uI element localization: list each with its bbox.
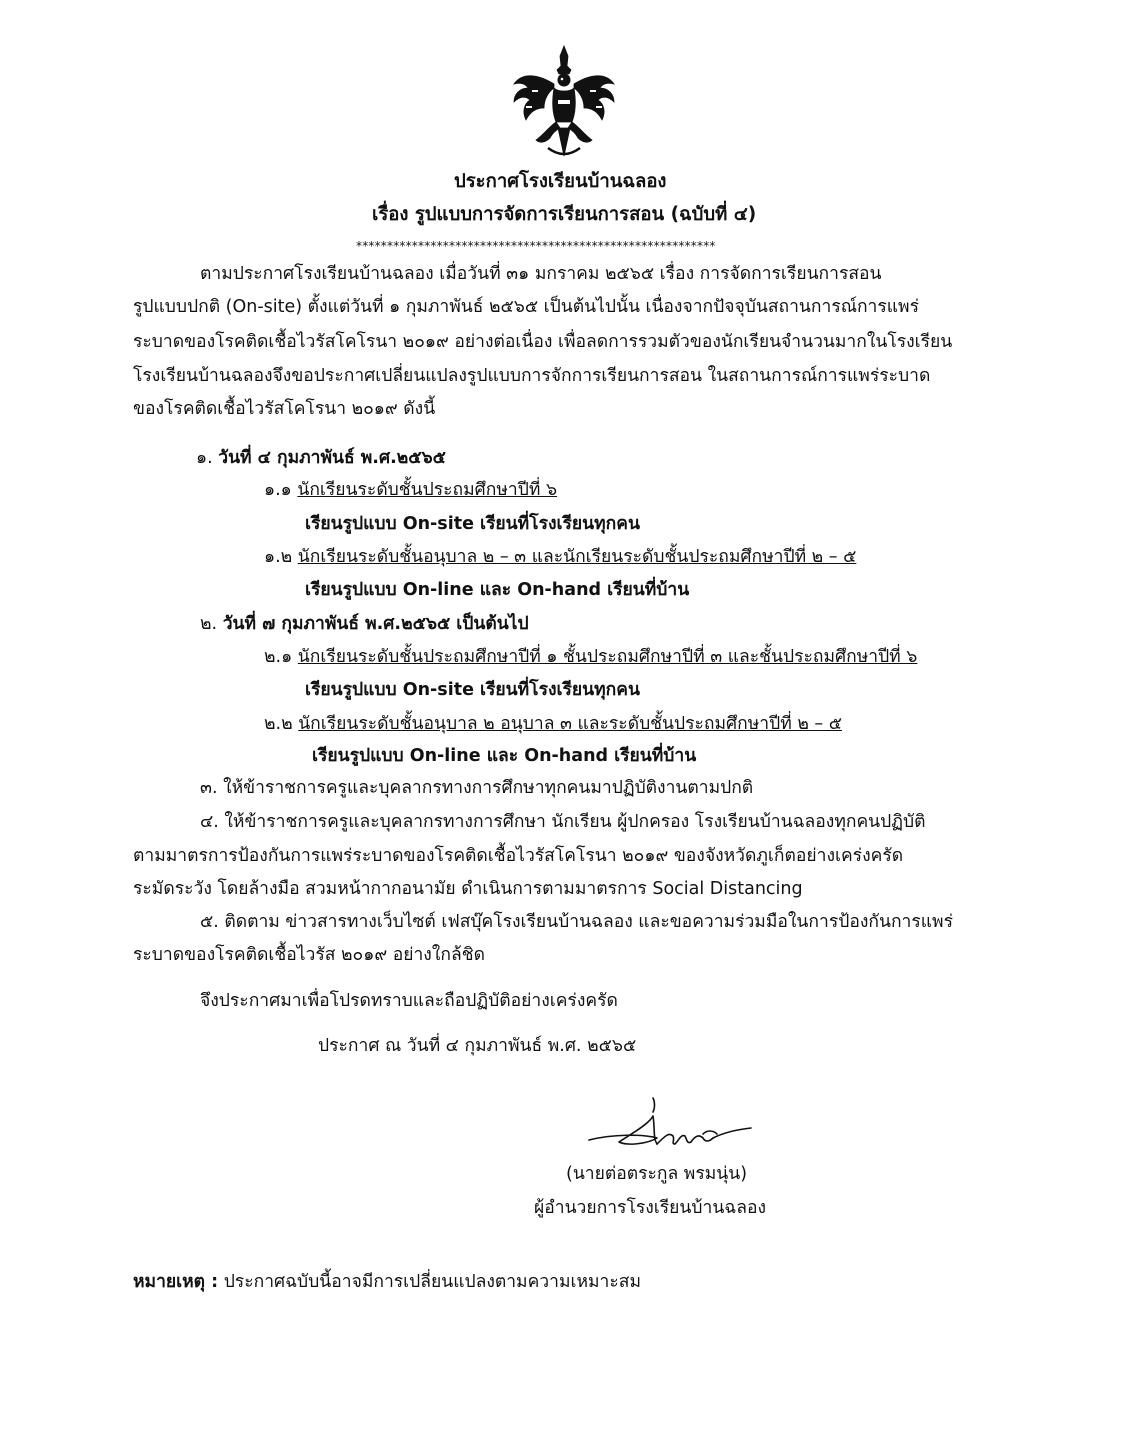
item1-sub1-mode: เรียนรูปแบบ On-site เรียนที่โรงเรียนทุกคน	[305, 514, 640, 534]
item2-date: วันที่ ๗ กุมภาพันธ์ พ.ศ.๒๕๖๕ เป็นต้นไป	[222, 614, 529, 634]
document-subject: เรื่อง รูปแบบการจัดการเรียนการสอน (ฉบับที่ ๔)	[372, 204, 757, 225]
item2-sub1-text: นักเรียนระดับชั้นประถมศึกษาปีที่ ๑ ชั้นประถมศึกษาปีที่ ๓ และชั้นประถมศึกษาปีที่ ๖	[297, 647, 918, 667]
intro-line-5: ของโรคติดเชื้อไวรัสโคโรนา ๒๐๑๙ ดังนี้	[133, 399, 436, 419]
footnote	[133, 1270, 641, 1294]
title-separator: **********************************************************	[356, 239, 716, 253]
closing-text: จึงประกาศมาเพื่อโปรดทราบและถือปฏิบัติอย่างเคร่งครัด	[200, 991, 618, 1011]
document-title: ประกาศโรงเรียนบ้านฉลอง	[454, 171, 667, 192]
item2-sub1	[264, 645, 917, 669]
item2-sub1-mode: เรียนรูปแบบ On-site เรียนที่โรงเรียนทุกคน	[305, 680, 640, 700]
item1-sub2-text: นักเรียนระดับชั้นอนุบาล ๒ – ๓ และนักเรียนระดับชั้นประถมศึกษาปีที่ ๒ – ๕	[297, 547, 857, 567]
item1-sub1-text: นักเรียนระดับชั้นประถมศึกษาปีที่ ๖	[297, 480, 558, 500]
item1-heading	[196, 446, 446, 470]
garuda-emblem-icon	[508, 44, 620, 160]
item1-sub2-mode: เรียนรูปแบบ On-line และ On-hand เรียนที่บ้าน	[305, 580, 690, 600]
item4-line-1: ๔. ให้ข้าราชการครูและบุคลากรทางการศึกษา นักเรียน ผู้ปกครอง โรงเรียนบ้านฉลองทุกคนปฏิบัติ	[200, 812, 926, 832]
item1-date: วันที่ ๔ กุมภาพันธ์ พ.ศ.๒๕๖๕	[218, 448, 446, 468]
item1-sub2-number: ๑.๒	[264, 547, 293, 567]
intro-line-1: ตามประกาศโรงเรียนบ้านฉลอง เมื่อวันที่ ๓๑ มกราคม ๒๕๖๕ เรื่อง การจัดการเรียนการสอน	[200, 264, 882, 284]
item4-line-3: ระมัดระวัง โดยล้างมือ สวมหน้ากากอนามัย ดำเนินการตามมาตรการ Social Distancing	[133, 879, 803, 899]
item1-sub2	[264, 545, 856, 569]
footnote-text: ประกาศฉบับนี้อาจมีการเปลี่ยนแปลงตามความเหมาะสม	[218, 1272, 641, 1292]
item5-line-2: ระบาดของโรคติดเชื้อไวรัส ๒๐๑๙ อย่างใกล้ชิด	[133, 945, 485, 965]
item3-text: ๓. ให้ข้าราชการครูและบุคลากรทางการศึกษาทุกคนมาปฏิบัติงานตามปกติ	[200, 778, 754, 798]
announcement-date: ประกาศ ณ วันที่ ๔ กุมภาพันธ์ พ.ศ. ๒๕๖๕	[318, 1036, 637, 1056]
intro-line-2: รูปแบบปกติ (On-site) ตั้งแต่วันที่ ๑ กุมภาพันธ์ ๒๕๖๕ เป็นต้นไปนั้น เนื่องจากปัจจุบันสถานการณ์การแพร่	[133, 297, 919, 317]
item2-sub1-number: ๒.๑	[264, 647, 293, 667]
item2-sub2-number: ๒.๒	[264, 714, 293, 734]
intro-line-3: ระบาดของโรคติดเชื้อไวรัสโคโรนา ๒๐๑๙ อย่างต่อเนื่อง เพื่อลดการรวมตัวของนักเรียนจำนวนมากในโรงเรียน	[133, 332, 953, 352]
item2-sub2	[264, 712, 842, 736]
item2-number: ๒.	[200, 614, 218, 634]
signer-position: ผู้อำนวยการโรงเรียนบ้านฉลอง	[534, 1198, 766, 1218]
item2-sub2-mode: เรียนรูปแบบ On-line และ On-hand เรียนที่บ้าน	[312, 746, 697, 766]
item2-sub2-text: นักเรียนระดับชั้นอนุบาล ๒ อนุบาล ๓ และระดับชั้นประถมศึกษาปีที่ ๒ – ๕	[298, 714, 842, 734]
handwritten-signature	[583, 1094, 758, 1164]
item1-number: ๑.	[196, 448, 213, 468]
item1-sub1	[264, 478, 557, 502]
item1-sub1-number: ๑.๑	[264, 480, 292, 500]
item4-line-2: ตามมาตรการป้องกันการแพร่ระบาดของโรคติดเชื้อไวรัสโคโรนา ๒๐๑๙ ของจังหวัดภูเก็ตอย่างเคร่งครัด	[133, 846, 904, 866]
intro-line-4: โรงเรียนบ้านฉลองจึงขอประกาศเปลี่ยนแปลงรูปแบบการจักการเรียนการสอน ในสถานการณ์การแพร่ระบาด	[133, 366, 931, 386]
signer-name: (นายต่อตระกูล พรมนุ่น)	[566, 1164, 748, 1184]
footnote-label: หมายเหตุ :	[133, 1272, 219, 1292]
item5-line-1: ๕. ติดตาม ข่าวสารทางเว็บไซต์ เฟสบุ๊คโรงเรียนบ้านฉลอง และขอความร่วมมือในการป้องกันการแพร่	[200, 912, 953, 932]
item2-heading	[200, 612, 529, 636]
